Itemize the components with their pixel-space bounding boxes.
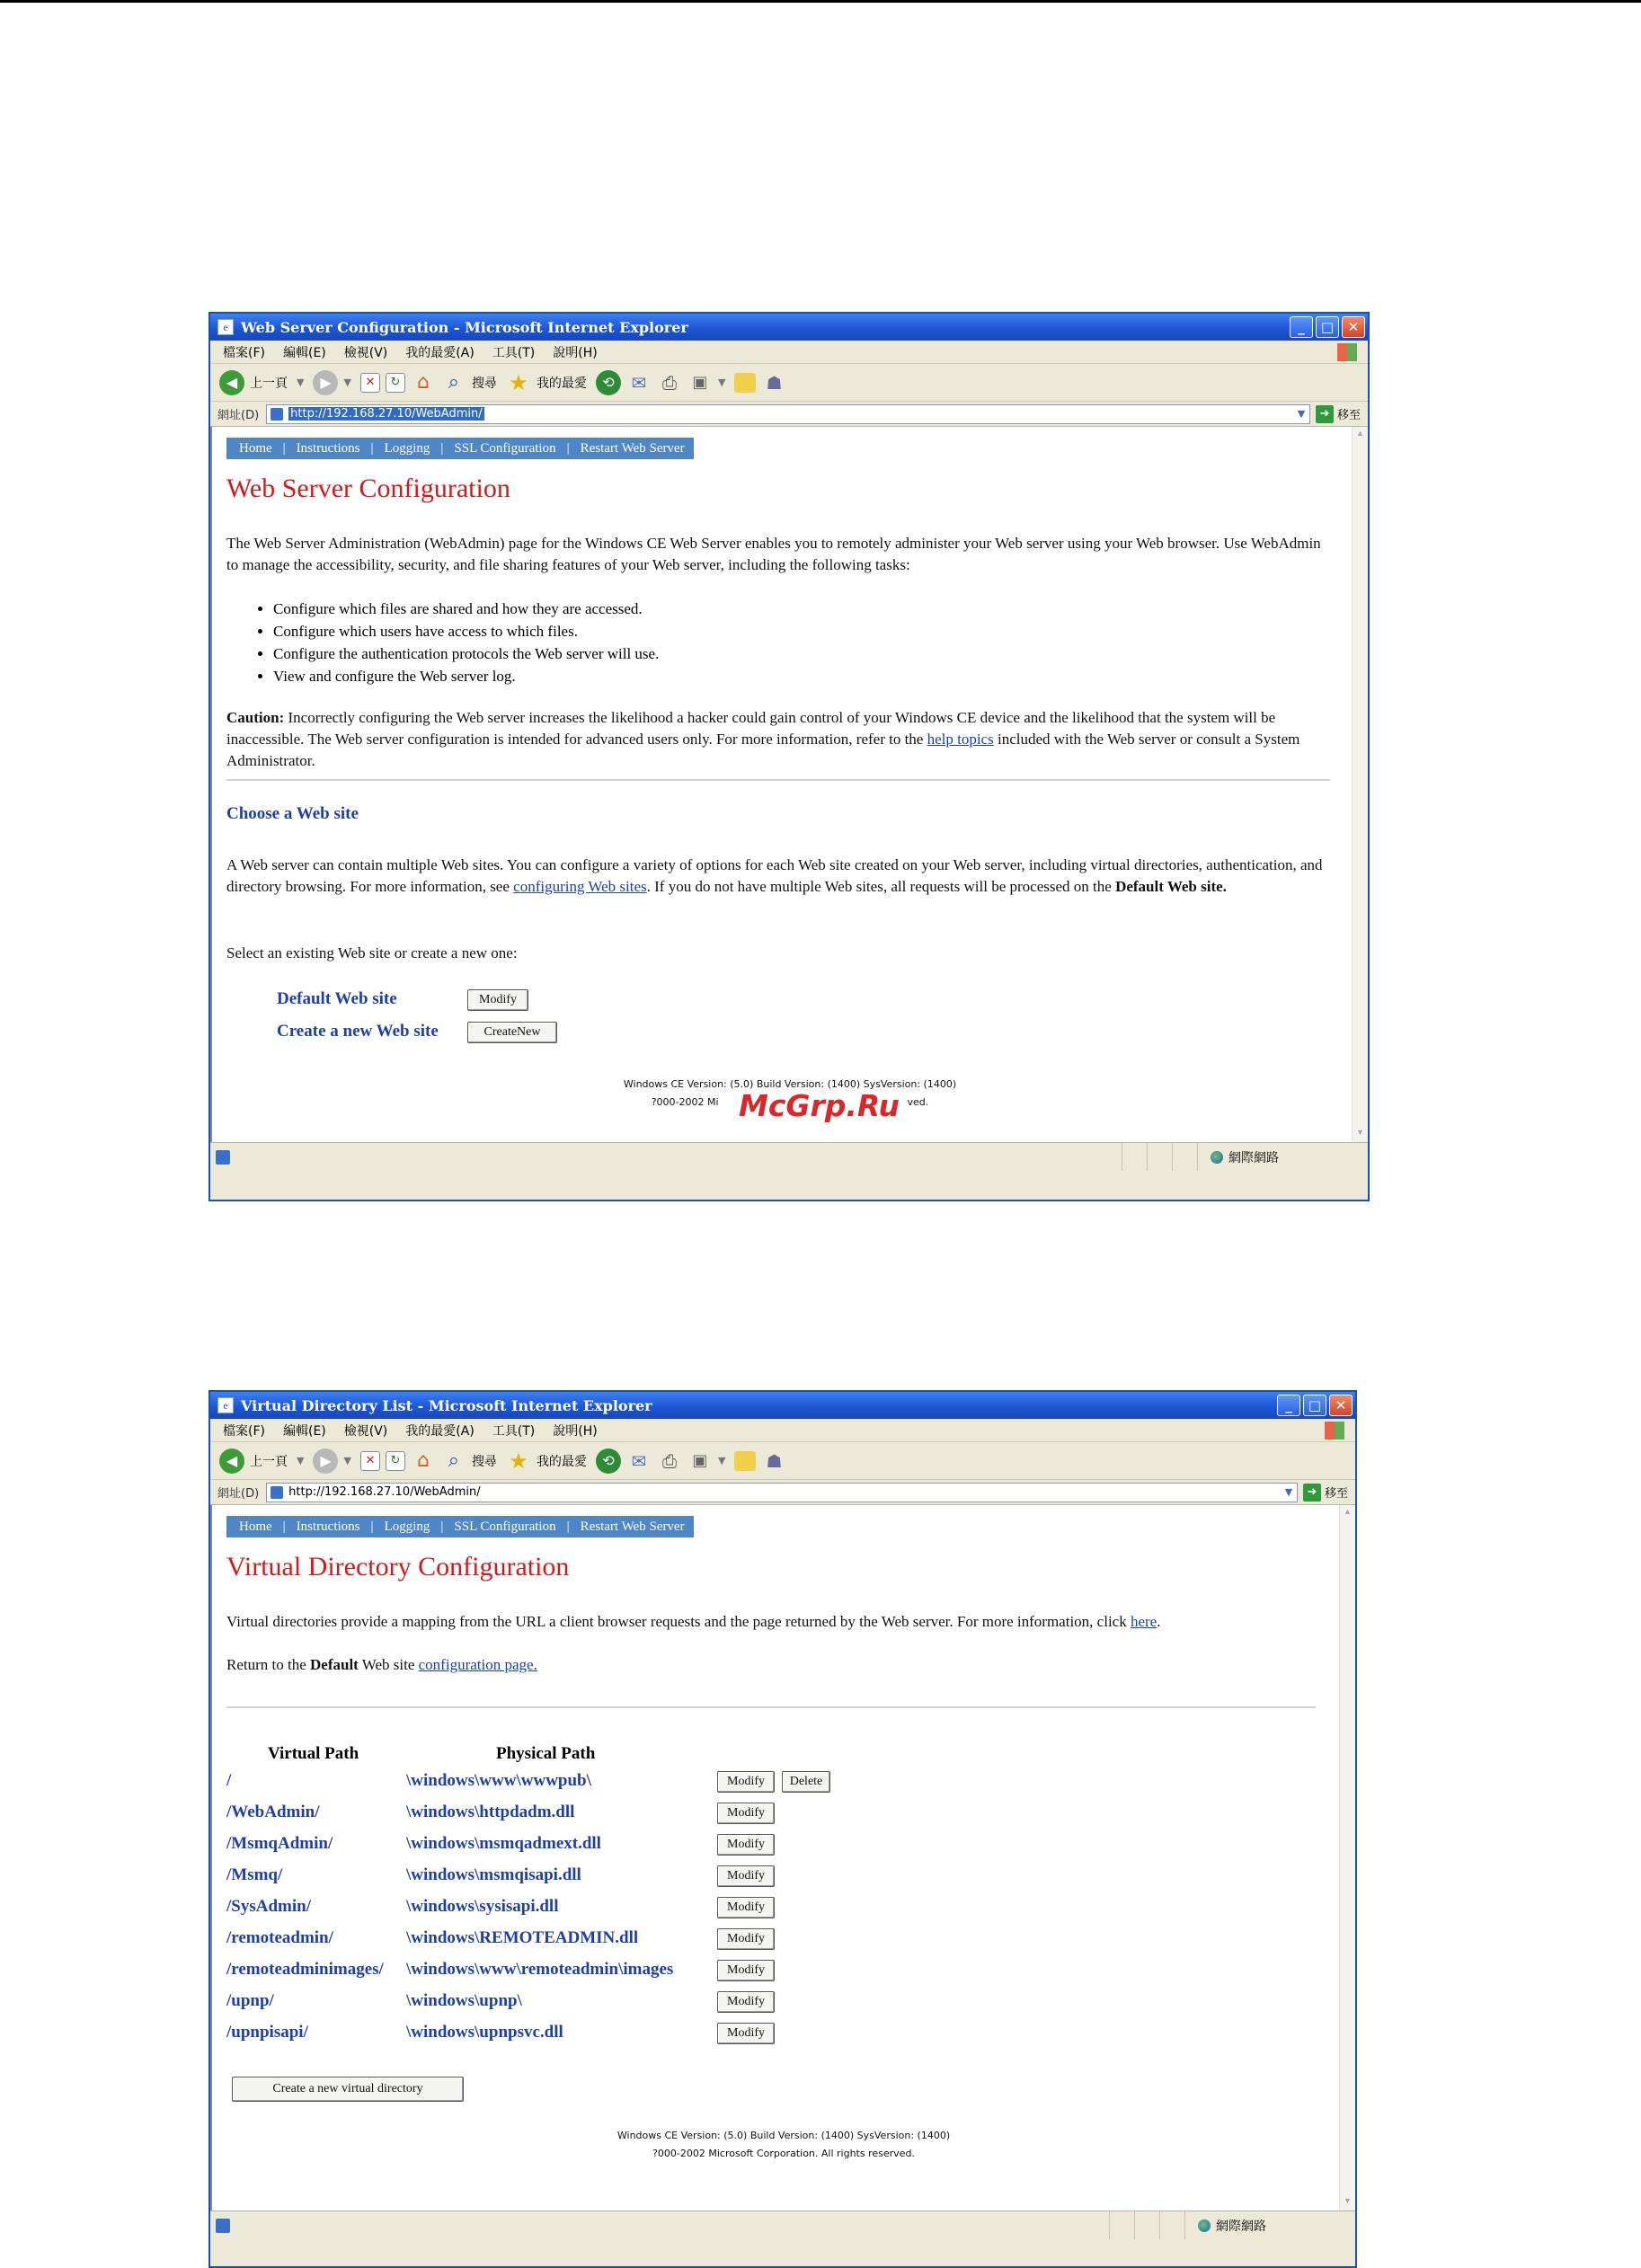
edit-icon[interactable]: ▣ <box>692 373 708 392</box>
version-footer <box>212 2127 1355 2163</box>
search-button-label[interactable]: 搜尋 <box>471 1454 497 1469</box>
window-title: Web Server Configuration - Microsoft Internet Explorer <box>241 318 688 336</box>
nav-separator: | <box>566 440 570 456</box>
configuration-page-link[interactable]: configuration page. <box>418 1656 537 1673</box>
divider <box>226 779 1330 781</box>
messenger-icon[interactable]: ☗ <box>766 1449 783 1472</box>
status-cell <box>1172 1143 1197 1171</box>
refresh-icon[interactable]: ↻ <box>386 373 405 393</box>
virtual-path: /SysAdmin/ <box>226 1897 311 1916</box>
configuring-web-sites-link[interactable]: configuring Web sites <box>513 878 647 895</box>
folder-icon[interactable] <box>734 373 756 393</box>
nav-restart-web-server[interactable]: Restart Web Server <box>580 440 685 456</box>
create-new-site-button[interactable]: CreateNew <box>467 1022 557 1043</box>
nav-logging[interactable]: Logging <box>384 440 430 456</box>
edit-dropdown-icon[interactable]: ▼ <box>717 1455 726 1466</box>
choose-site-heading: Choose a Web site <box>226 804 359 823</box>
nav-instructions[interactable]: Instructions <box>296 1519 360 1534</box>
menu-favorites[interactable]: 我的最愛(A) <box>405 1423 475 1439</box>
ie-window-virtual-directory-list <box>208 1390 1357 2268</box>
nav-ssl-configuration[interactable]: SSL Configuration <box>454 440 556 456</box>
modify-vdir-button[interactable]: Modify <box>717 1897 775 1918</box>
title-bar[interactable] <box>210 314 1368 341</box>
nav-separator: | <box>440 440 444 456</box>
back-arrow-icon[interactable]: ◀ <box>219 1449 244 1474</box>
menu-file[interactable]: 檔案(F) <box>223 1423 265 1439</box>
here-link[interactable]: here <box>1130 1613 1158 1630</box>
modify-vdir-button[interactable]: Modify <box>717 1865 775 1887</box>
address-label: 網址(D) <box>217 1487 260 1501</box>
messenger-icon[interactable]: ☗ <box>766 371 783 394</box>
forward-dropdown-icon[interactable]: ▼ <box>343 1455 351 1466</box>
column-header-physical-path: Physical Path <box>496 1744 596 1763</box>
favorites-star-icon[interactable]: ★ <box>509 1448 528 1474</box>
edit-icon[interactable]: ▣ <box>692 1451 708 1470</box>
vertical-scrollbar[interactable] <box>1352 427 1368 1142</box>
address-dropdown-icon[interactable]: ▼ <box>1284 1486 1293 1498</box>
back-button-label[interactable]: 上一頁 <box>250 376 288 391</box>
address-label: 網址(D) <box>217 409 260 422</box>
folder-icon[interactable] <box>734 1451 756 1471</box>
go-arrow-icon: ➜ <box>1303 1484 1321 1502</box>
security-zone <box>1197 1143 1368 1171</box>
nav-separator: | <box>440 1519 444 1534</box>
scroll-down-icon[interactable]: ▼ <box>1344 2196 1352 2205</box>
intro-paragraph: The Web Server Administration (WebAdmin) page for the Windows CE Web Server enables you to remotely administer your Web server using your Web browser. Use WebAdmin to manage the accessibility, security, and file sharing features of your Web server, including the following tasks: <box>226 535 1321 573</box>
status-cell <box>1147 1143 1172 1171</box>
menu-help[interactable]: 說明(H) <box>553 345 598 360</box>
history-icon[interactable]: ⟲ <box>596 1449 621 1474</box>
footer-copyright-tail: ved. <box>907 1096 929 1108</box>
physical-path: \windows\upnp\ <box>406 1991 522 2010</box>
status-bar <box>210 2210 1355 2239</box>
virtual-path: /MsmqAdmin/ <box>226 1834 333 1853</box>
virtual-path: /WebAdmin/ <box>226 1803 320 1821</box>
return-default-bold: Default <box>310 1656 359 1673</box>
toolbar <box>210 364 1368 402</box>
modify-vdir-button[interactable]: Modify <box>717 1803 775 1824</box>
back-button-label[interactable]: 上一頁 <box>250 1454 288 1469</box>
task-item: • View and configure the Web server log. <box>273 665 659 687</box>
return-paragraph <box>226 1654 537 1676</box>
search-icon[interactable]: ⌕ <box>448 1449 460 1472</box>
ie-status-icon <box>216 1150 230 1165</box>
back-dropdown-icon[interactable]: ▼ <box>297 1455 305 1466</box>
webadmin-nav <box>226 438 694 459</box>
modify-vdir-button[interactable]: Modify <box>717 2023 775 2044</box>
address-url[interactable]: http://192.168.27.10/WebAdmin/ <box>290 407 483 421</box>
menu-file[interactable]: 檔案(F) <box>223 345 265 360</box>
page-title: Virtual Directory Configuration <box>226 1552 570 1581</box>
virtual-path: /remoteadmin/ <box>226 1928 333 1947</box>
nav-separator: | <box>370 1519 374 1534</box>
windows-logo-icon <box>1337 343 1357 361</box>
modify-vdir-button[interactable]: Modify <box>717 1834 775 1856</box>
favorites-button-label[interactable]: 我的最愛 <box>536 376 587 391</box>
menu-edit[interactable]: 編輯(E) <box>282 345 326 360</box>
go-label: 移至 <box>1336 409 1361 422</box>
ie-status-icon <box>216 2219 230 2233</box>
modify-vdir-button[interactable]: Modify <box>717 1960 775 1981</box>
nav-home[interactable]: Home <box>239 1519 272 1534</box>
webadmin-nav <box>226 1516 694 1537</box>
status-cell <box>1159 2211 1184 2239</box>
intro-paragraph: Virtual directories provide a mapping from the URL a client browser requests and the page returned by the Web server. For more information, click here. <box>226 1613 1161 1630</box>
internet-globe-icon <box>1211 1151 1223 1164</box>
page-content <box>210 427 1368 1142</box>
nav-logging[interactable]: Logging <box>384 1519 430 1534</box>
address-url[interactable]: http://192.168.27.10/WebAdmin/ <box>288 1485 481 1499</box>
forward-arrow-icon[interactable]: ▶ <box>313 1449 338 1474</box>
maximize-icon[interactable]: □ <box>1316 316 1339 338</box>
vertical-scrollbar[interactable] <box>1339 1505 1355 2210</box>
go-button[interactable] <box>1303 1484 1348 1502</box>
window-title: Virtual Directory List - Microsoft Internet Explorer <box>241 1396 652 1414</box>
maximize-icon[interactable]: □ <box>1303 1395 1326 1416</box>
virtual-path: / <box>226 1771 232 1790</box>
physical-path: \windows\httpdadm.dll <box>406 1803 575 1821</box>
close-icon[interactable]: ✕ <box>1342 316 1365 338</box>
nav-separator: | <box>566 1519 570 1534</box>
task-item: • Configure which users have access to which files. <box>273 620 659 642</box>
status-cells <box>230 2211 1355 2239</box>
nav-separator: | <box>282 1519 286 1534</box>
help-topics-link[interactable]: help topics <box>927 731 994 748</box>
caution-label: Caution: <box>226 709 285 726</box>
nav-ssl-configuration[interactable]: SSL Configuration <box>454 1519 556 1534</box>
physical-path: \windows\www\remoteadmin\images <box>406 1960 674 1979</box>
address-bar <box>210 1480 1355 1505</box>
scroll-up-icon[interactable]: ▲ <box>1344 1507 1352 1516</box>
modify-vdir-button[interactable]: Modify <box>717 1928 775 1950</box>
default-web-site-label: Default Web site <box>277 989 397 1008</box>
windows-logo-icon <box>1325 1422 1344 1440</box>
modify-vdir-button[interactable]: Modify <box>717 1991 775 2013</box>
intro-text: Virtual directories provide a mapping from the URL a client browser requests and the page returned by the Web server. For more information, click <box>226 1613 1127 1630</box>
physical-path: \windows\sysisapi.dll <box>406 1897 559 1916</box>
physical-path: \windows\www\wwwpub\ <box>406 1771 591 1790</box>
ie-page-icon: e <box>217 319 234 335</box>
choose-site-mid: . If you do not have multiple Web sites, all requests will be processed on the <box>646 878 1112 895</box>
scroll-down-icon[interactable]: ▼ <box>1356 1128 1364 1137</box>
status-cell <box>1122 1143 1147 1171</box>
return-mid: Web site <box>361 1656 415 1673</box>
menu-help[interactable]: 說明(H) <box>553 1423 598 1439</box>
status-bar <box>210 1142 1368 1171</box>
nav-separator: | <box>282 440 286 456</box>
go-label: 移至 <box>1324 1487 1348 1501</box>
divider <box>226 1706 1316 1708</box>
security-zone <box>1184 2211 1355 2239</box>
menu-tools[interactable]: 工具(T) <box>492 345 536 360</box>
modify-vdir-button[interactable]: Modify <box>717 1771 775 1793</box>
virtual-path: /upnpisapi/ <box>226 2023 308 2042</box>
delete-vdir-button[interactable]: Delete <box>782 1771 830 1793</box>
status-cells <box>230 1143 1368 1171</box>
footer-copyright-head: ?000-2002 Mi <box>651 1096 719 1108</box>
watermark: McGrp.Ru <box>739 1088 900 1123</box>
page-content <box>210 1505 1355 2210</box>
task-item: • Configure which files are shared and how they are accessed. <box>273 598 659 620</box>
ie-page-icon: e <box>217 1397 234 1413</box>
virtual-path: /remoteadminimages/ <box>226 1960 384 1979</box>
choose-site-paragraph <box>226 855 1332 898</box>
back-dropdown-icon[interactable]: ▼ <box>297 377 305 388</box>
go-button[interactable] <box>1316 405 1361 423</box>
physical-path: \windows\upnpsvc.dll <box>406 2023 563 2042</box>
print-icon[interactable]: ⎙ <box>661 371 677 394</box>
footer-version: Windows CE Version: (5.0) Build Version: (1400) SysVersion: (1400) <box>623 1078 957 1090</box>
physical-path: \windows\REMOTEADMIN.dll <box>406 1928 639 1947</box>
favorites-star-icon[interactable]: ★ <box>509 369 528 395</box>
stop-icon[interactable]: ✕ <box>360 1451 380 1471</box>
create-virtual-directory-button[interactable]: Create a new virtual directory <box>232 2077 464 2102</box>
nav-home[interactable]: Home <box>239 440 272 456</box>
menu-bar <box>210 341 1368 364</box>
default-site-bold: Default Web site. <box>1115 878 1227 895</box>
home-icon[interactable]: ⌂ <box>416 1449 430 1472</box>
return-text: Return to the <box>226 1656 306 1673</box>
physical-path: \windows\msmqisapi.dll <box>406 1865 581 1884</box>
forward-dropdown-icon[interactable]: ▼ <box>343 377 351 388</box>
menu-bar <box>210 1419 1355 1442</box>
create-web-site-label: Create a new Web site <box>277 1022 439 1041</box>
task-item: • Configure the authentication protocols the Web server will use. <box>273 642 659 665</box>
stop-icon[interactable]: ✕ <box>360 373 380 393</box>
edit-dropdown-icon[interactable]: ▼ <box>717 377 726 388</box>
favorites-button-label[interactable]: 我的最愛 <box>536 1454 587 1469</box>
caution-paragraph <box>226 707 1332 772</box>
go-arrow-icon: ➜ <box>1316 405 1334 423</box>
page-icon <box>271 408 283 421</box>
menu-view[interactable]: 檢視(V) <box>343 345 388 360</box>
menu-view[interactable]: 檢視(V) <box>343 1423 388 1439</box>
menu-favorites[interactable]: 我的最愛(A) <box>405 345 475 360</box>
mail-icon[interactable]: ✉ <box>631 1449 647 1472</box>
status-cell <box>1134 2211 1159 2239</box>
history-icon[interactable]: ⟲ <box>596 370 621 395</box>
refresh-icon[interactable]: ↻ <box>386 1451 405 1471</box>
address-input[interactable] <box>266 404 1310 424</box>
menu-edit[interactable]: 編輯(E) <box>282 1423 326 1439</box>
toolbar <box>210 1442 1355 1480</box>
page-title: Web Server Configuration <box>226 474 510 503</box>
caution-tail: included with the Web server or consult a System Administrator. <box>226 731 1300 769</box>
footer-copyright: ?000-2002 Microsoft Corporation. All rights reserved. <box>652 2148 915 2159</box>
search-icon[interactable]: ⌕ <box>448 371 460 394</box>
close-icon[interactable]: ✕ <box>1329 1395 1353 1416</box>
scroll-up-icon[interactable]: ▲ <box>1356 429 1364 438</box>
home-icon[interactable]: ⌂ <box>416 371 430 394</box>
caution-text: Incorrectly configuring the Web server increases the likelihood a hacker could gain control of your Windows CE device and the likelihood that the system will be inaccessible. The Web server configuration is intended for advanced users only. For more information, refer to the <box>226 709 1276 748</box>
address-dropdown-icon[interactable]: ▼ <box>1297 408 1306 420</box>
virtual-path: /Msmq/ <box>226 1865 283 1884</box>
modify-site-button[interactable]: Modify <box>467 989 528 1011</box>
address-bar <box>210 402 1368 427</box>
title-bar[interactable] <box>210 1392 1355 1419</box>
footer-version: Windows CE Version: (5.0) Build Version: (1400) SysVersion: (1400) <box>616 2130 951 2141</box>
internet-globe-icon <box>1198 2219 1211 2232</box>
select-site-text: Select an existing Web site or create a new one: <box>226 944 518 961</box>
column-header-virtual-path: Virtual Path <box>268 1744 359 1763</box>
search-button-label[interactable]: 搜尋 <box>471 376 497 391</box>
virtual-path: /upnp/ <box>226 1991 274 2010</box>
zone-label: 網際網路 <box>1216 2219 1266 2234</box>
nav-restart-web-server[interactable]: Restart Web Server <box>580 1519 685 1534</box>
page-top-rule <box>0 0 1641 3</box>
ie-window-web-server-config <box>208 312 1370 1201</box>
address-input[interactable] <box>266 1483 1298 1502</box>
page-icon <box>271 1486 283 1499</box>
nav-instructions[interactable]: Instructions <box>296 440 360 456</box>
forward-arrow-icon[interactable]: ▶ <box>313 370 338 395</box>
physical-path: \windows\msmqadmext.dll <box>406 1834 601 1853</box>
mail-icon[interactable]: ✉ <box>631 371 647 394</box>
nav-separator: | <box>370 440 374 456</box>
menu-tools[interactable]: 工具(T) <box>492 1423 536 1439</box>
task-list <box>257 598 659 687</box>
minimize-icon[interactable]: _ <box>1290 316 1313 338</box>
minimize-icon[interactable]: _ <box>1277 1395 1300 1416</box>
back-arrow-icon[interactable]: ◀ <box>219 370 244 395</box>
choose-site-text: A Web server can contain multiple Web sites. You can configure a variety of options for each Web site created on your Web server, including virtual directories, authentication, and directory browsing. For more information, see <box>226 856 1323 895</box>
status-cell <box>1109 2211 1134 2239</box>
zone-label: 網際網路 <box>1229 1150 1279 1165</box>
print-icon[interactable]: ⎙ <box>661 1449 677 1472</box>
